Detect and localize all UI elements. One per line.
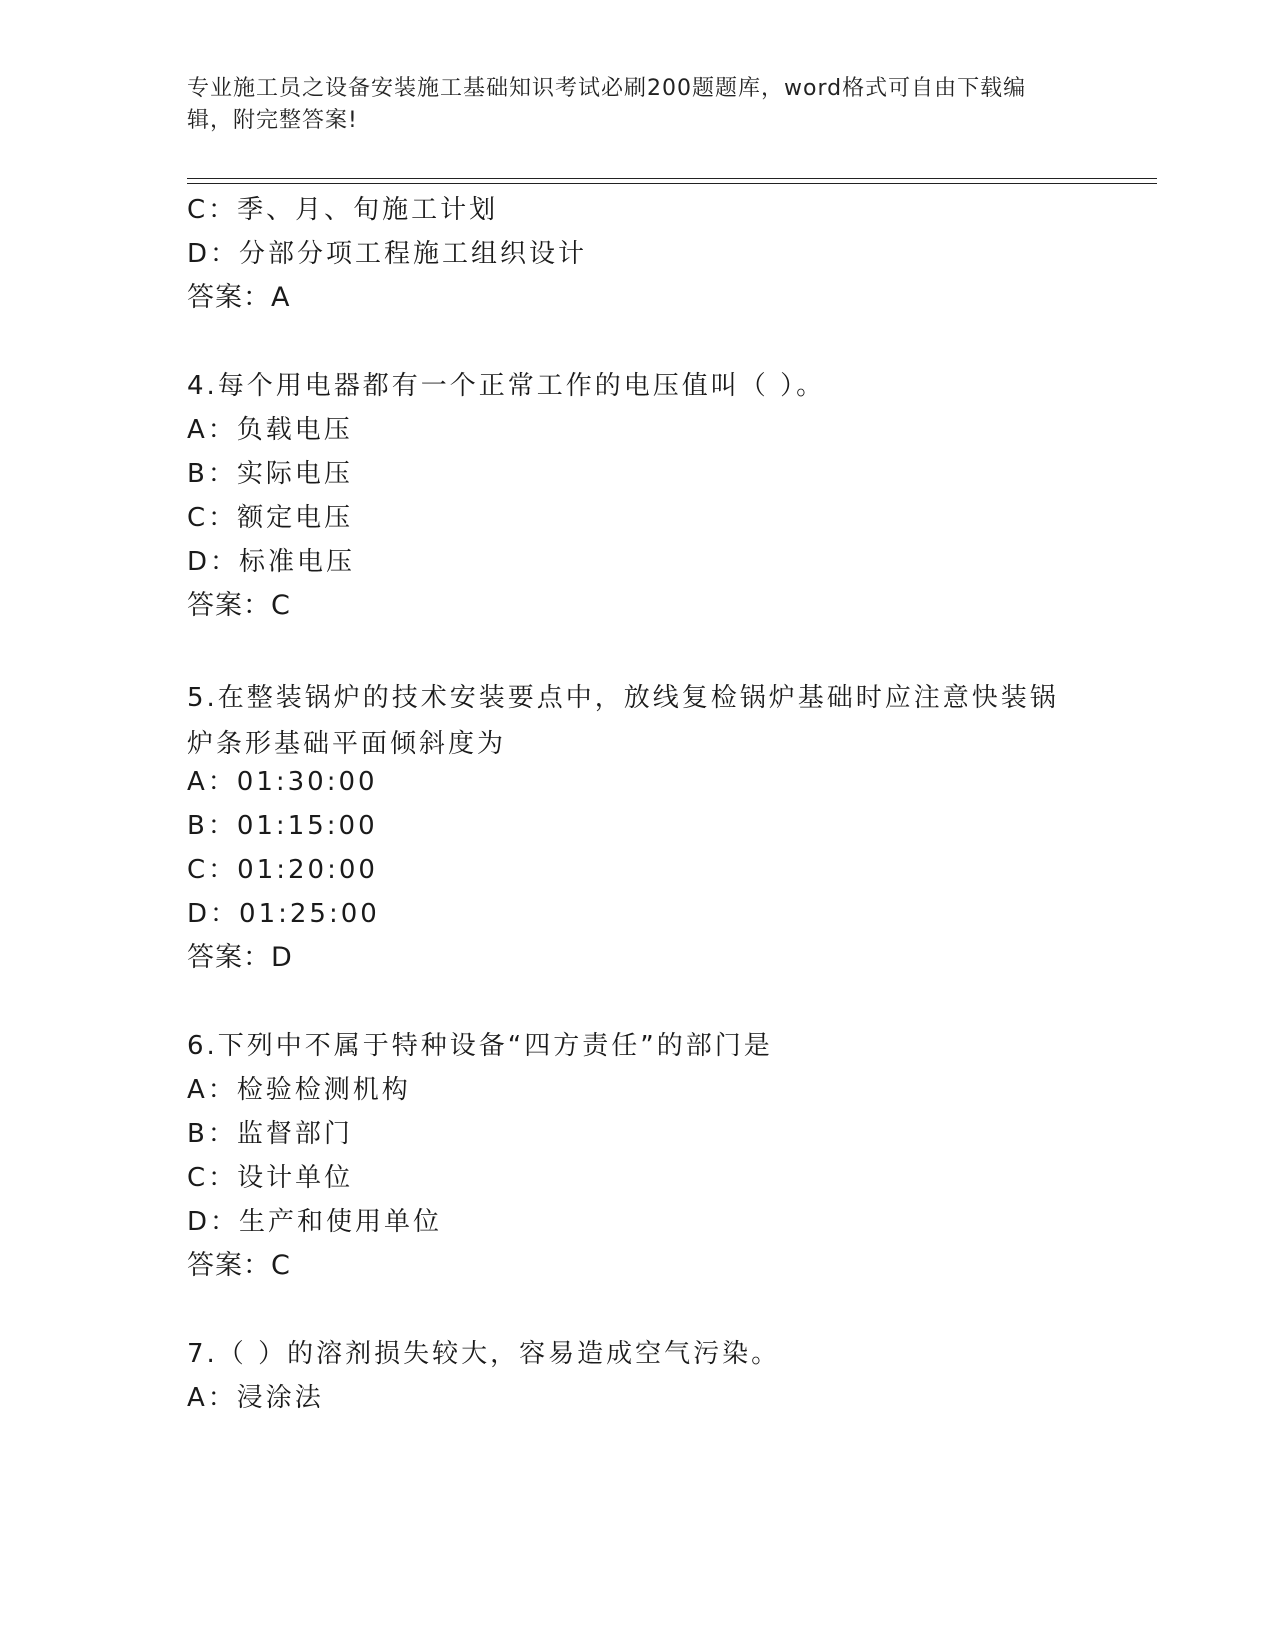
option-key: C： (187, 195, 238, 225)
option-text: 监督部门 (236, 1119, 353, 1149)
option-c (187, 1162, 353, 1194)
option-text: 01:20:00 (237, 855, 378, 885)
answer: 答案：C (187, 590, 291, 621)
header-rule-bottom (187, 183, 1157, 184)
option-key: D： (187, 1207, 240, 1237)
option-text: 01:15:00 (236, 811, 378, 841)
option-d (187, 546, 355, 578)
option-c (187, 194, 498, 226)
option-text: 负载电压 (236, 415, 353, 445)
answer: 答案：C (187, 1250, 291, 1281)
option-d (187, 1206, 442, 1238)
option-key: A： (187, 767, 237, 797)
option-text: 分部分项工程施工组织设计 (239, 239, 588, 269)
option-a (187, 766, 378, 798)
question-stem: 4.每个用电器都有一个正常工作的电压值叫（ ）。 (187, 371, 826, 401)
option-key: A： (187, 415, 237, 445)
option-key: C： (187, 1163, 238, 1193)
option-key: C： (187, 855, 238, 885)
option-key: D： (187, 239, 240, 269)
option-a (187, 1074, 411, 1106)
header-rule-top (187, 178, 1157, 179)
question-stem: 7.（ ）的溶剂损失较大，容易造成空气污染。 (187, 1339, 781, 1369)
option-key: B： (187, 811, 237, 841)
option-text: 额定电压 (237, 503, 354, 533)
option-c (187, 854, 378, 886)
option-a (187, 1382, 324, 1414)
option-a (187, 414, 353, 446)
option-c (187, 502, 353, 534)
option-text: 检验检测机构 (236, 1075, 411, 1105)
answer: 答案：A (187, 282, 291, 313)
option-b (187, 810, 378, 842)
option-key: A： (187, 1075, 237, 1105)
option-text: 01:30:00 (236, 767, 378, 797)
option-key: D： (187, 899, 240, 929)
question-stem: 5.在整装锅炉的技术安装要点中，放线复检锅炉基础时应注意快装锅炉条形基础平面倾斜度为 (187, 683, 1059, 759)
document-header: 专业施工员之设备安装施工基础知识考试必刷200题题库，word格式可自由下载编辑，附完整答案! (187, 76, 1027, 133)
option-key: C： (187, 503, 238, 533)
question-stem: 6.下列中不属于特种设备“四方责任”的部门是 (187, 1031, 773, 1061)
option-text: 浸涂法 (236, 1383, 324, 1413)
option-d (187, 238, 587, 270)
option-text: 01:25:00 (239, 899, 380, 929)
option-key: D： (187, 547, 240, 577)
option-text: 设计单位 (237, 1163, 354, 1193)
option-b (187, 1118, 353, 1150)
answer: 答案：D (187, 942, 293, 973)
option-key: B： (187, 459, 237, 489)
option-text: 标准电压 (239, 547, 356, 577)
option-key: B： (187, 1119, 237, 1149)
option-d (187, 898, 380, 930)
option-text: 实际电压 (236, 459, 353, 489)
option-text: 生产和使用单位 (239, 1207, 443, 1237)
option-b (187, 458, 353, 490)
option-key: A： (187, 1383, 237, 1413)
option-text: 季、月、旬施工计划 (237, 195, 499, 225)
